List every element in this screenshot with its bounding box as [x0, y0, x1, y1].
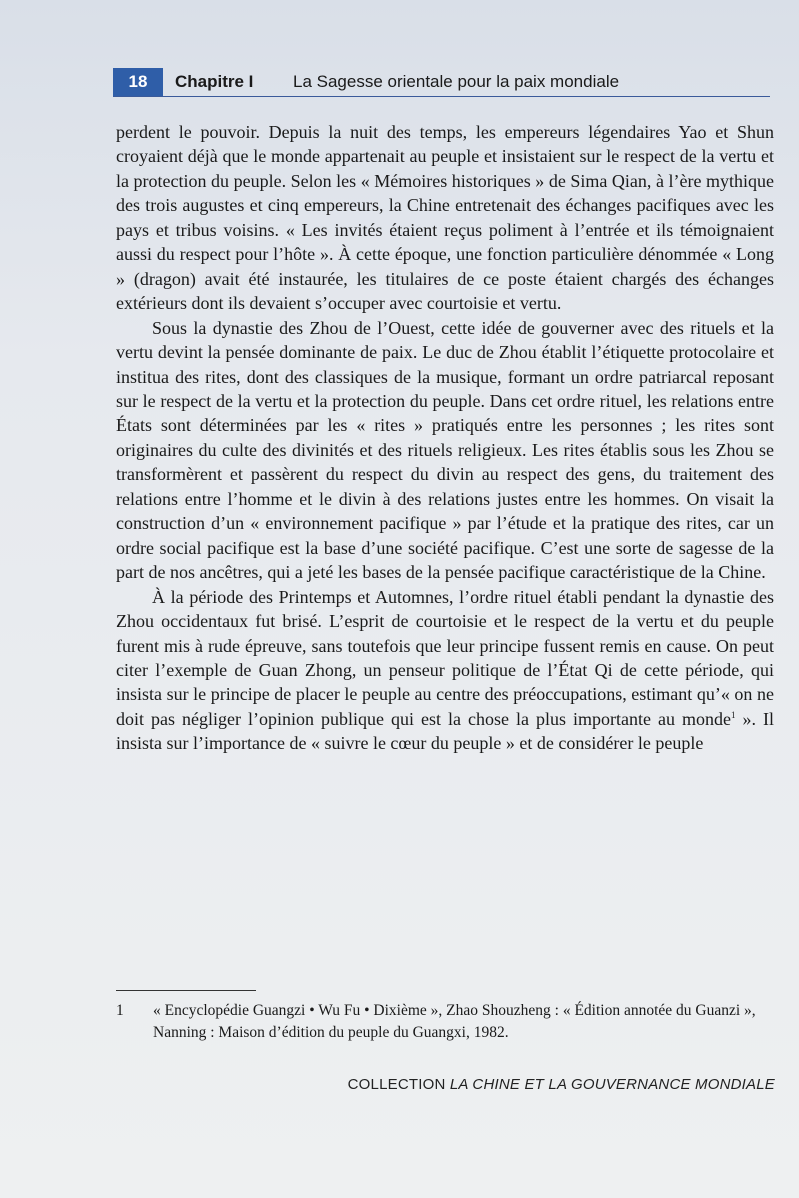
footnote-number: 1 [116, 1002, 124, 1019]
footnote-reference[interactable]: 1 [730, 709, 736, 720]
paragraph-3 [116, 585, 774, 756]
footnote-divider [116, 990, 256, 991]
running-header [113, 66, 770, 97]
paragraph-3-continuation: ». Il insista sur l’importance de « suivre le cœur du peuple » et de considérer le peuple [116, 708, 774, 754]
paragraph-1: perdent le pouvoir. Depuis la nuit des temps, les empereurs légendaires Yao et Shun croyaient déjà que le monde appartenait au peuple et insistaient sur le respect de la vertu et la protection du peuple. Selon les « Mémoires historiques » de Sima Qian, à l’ère mythique des trois augustes et cinq empereurs, la Chine entretenait des échanges pacifiques avec les pays et tribus voisins. « Les invités étaient reçus poliment à l’entrée et ils témoignaient aussi du respect pour l’hôte ». À cette époque, une fonction particulière dénommée « Long » (dragon) avait été instaurée, les titulaires de ce poste étaient chargés des échanges extérieurs dont ils devaient s’occuper avec courtoisie et vertu. [116, 122, 774, 314]
collection-footer [348, 1076, 775, 1093]
collection-prefix: COLLECTION [347, 1076, 450, 1093]
body-text [116, 120, 774, 756]
collection-name: LA CHINE ET LA GOUVERNANCE MONDIALE [449, 1076, 775, 1093]
chapter-label: Chapitre I [175, 72, 254, 91]
paragraph-2: Sous la dynastie des Zhou de l’Ouest, cette idée de gouverner avec des rituels et la vertu devint la pensée dominante de paix. Le duc de Zhou établit l’étiquette protocolaire et institua des rites, dont des classiques de la musique, formant un ordre patriarcal reposant sur le respect de la vertu et la protection du peuple. Dans cet ordre rituel, les relations entre États sont déterminées par les « rites » pratiqués entre les personnes ; les rites sont originaires du culte des divinités et des rituels religieux. Les rites établis sous les Zhou se transformèrent et passèrent du respect du divin au respect des gens, du traitement des relations entre l’homme et le divin à des relations justes entre les hommes. On visait la construction d’un « environnement pacifique » par l’étude et la pratique des rites, car un ordre social pacifique est la base d’une société pacifique. C’est une sorte de sagesse de la part de nos ancêtres, qui a jeté les bases de la pensée pacifique caractéristique de la Chine. [116, 317, 774, 583]
footnote-text: « Encyclopédie Guangzi • Wu Fu • Dixième », Zhao Shouzheng : « Édition annotée du Guanzi », Nanning : Maison d’édition du peuple du Guangxi, 1982. [153, 1002, 756, 1041]
paragraph-3-text: À la période des Printemps et Automnes, l’ordre rituel établi pendant la dynastie des Zhou occidentaux fut brisé. L’esprit de courtoisie et le respect de la vertu et du peuple furent mis à rude épreuve, sans toutefois que leur principe fussent remis en cause. On peut citer l’exemple de Guan Zhong, un penseur politique de l’État Qi de cette période, qui insista sur le principe de placer le peuple au centre des préoccupations, estimant qu’« on ne doit pas négliger l’opinion publique qui est la chose la plus importante au monde [116, 586, 774, 729]
page-number: 18 [113, 68, 163, 96]
chapter-title: La Sagesse orientale pour la paix mondiale [293, 72, 620, 91]
